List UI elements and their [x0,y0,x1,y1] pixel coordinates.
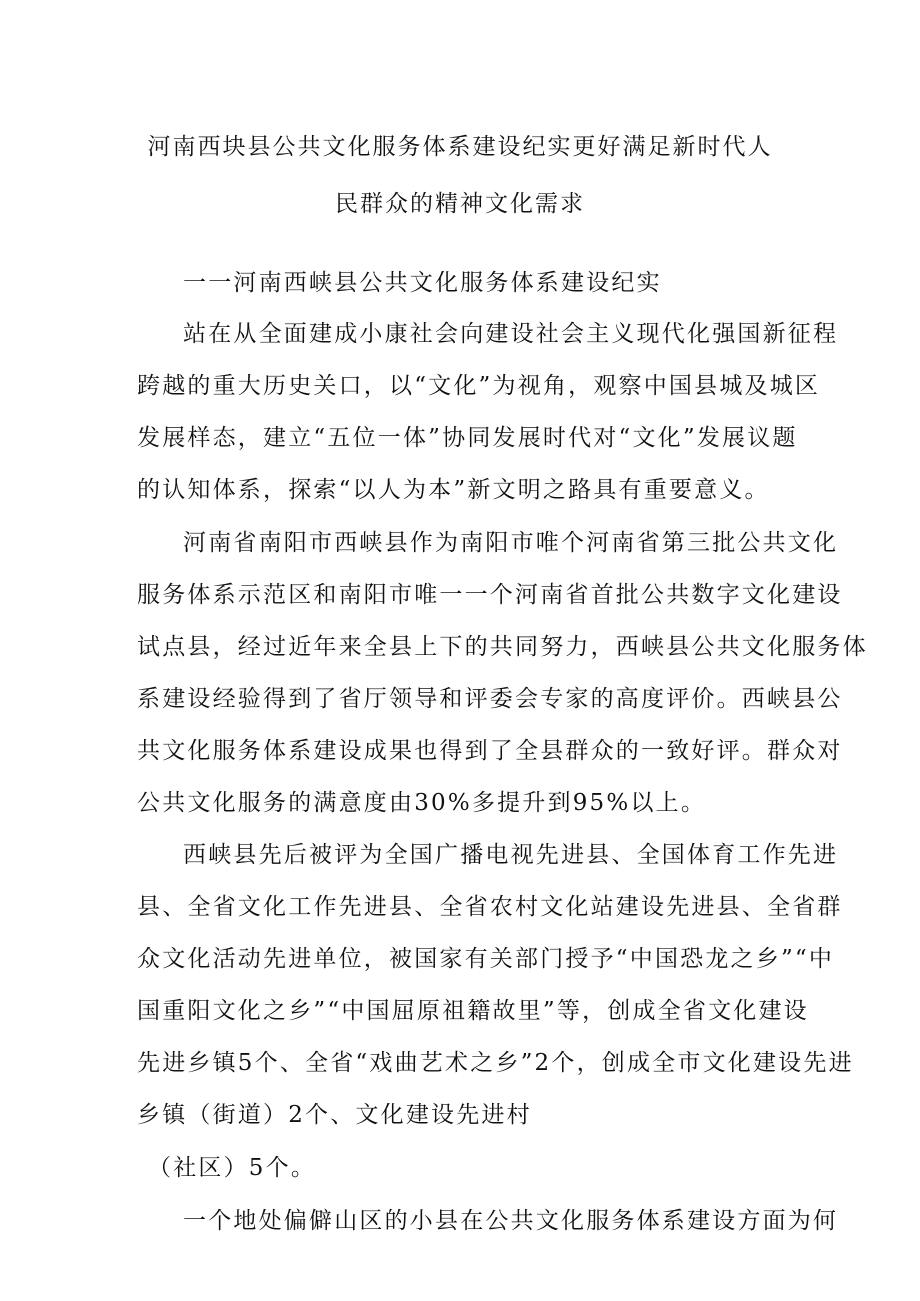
paragraph-line: 系建设经验得到了省厅领导和评委会专家的高度评价。西峡县公 [137,686,843,712]
paragraph-line: 试点县，经过近年来全县上下的共同努力，西峡县公共文化服务体 [137,634,868,660]
paragraph-line: 县、全省文化工作先进县、全省农村文化站建设先进县、全省群 [137,894,843,920]
paragraph-line: 河南省南阳市西峡县作为南阳市唯个河南省第三批公共文化 [183,530,839,556]
document-title-line-1: 河南西块县公共文化服务体系建设纪实更好满足新时代人 [147,134,773,160]
paragraph-line: （社区）5个。 [148,1155,317,1181]
paragraph-line: 共文化服务体系建设成果也得到了全县群众的一致好评。群众对 [137,738,843,764]
document-title-line-2: 民群众的精神文化需求 [335,191,585,217]
paragraph-line: 国重阳文化之乡”“中国屈原祖籍故里”等，创成全省文化建设 [137,998,809,1024]
paragraph-line: 乡镇（街道）2个、文化建设先进村 [137,1102,532,1128]
paragraph-line: 服务体系示范区和南阳市唯一一个河南省首批公共数字文化建设 [137,582,843,608]
paragraph-line: 公共文化服务的满意度由30%多提升到95%以上。 [137,790,707,816]
paragraph-line: 发展样态，建立“五位一体”协同发展时代对“文化”发展议题 [137,425,798,451]
paragraph-line: 的认知体系，探索“以人为本”新文明之路具有重要意义。 [137,477,770,503]
document-subtitle: 一一河南西峡县公共文化服务体系建设纪实 [183,270,662,296]
paragraph-line: 众文化活动先进单位，被国家有关部门授予“中国恐龙之乡”“中 [137,946,835,972]
paragraph-line: 跨越的重大历史关口，以“文化”为视角，观察中国县城及城区 [137,373,821,399]
paragraph-line: 西峡县先后被评为全国广播电视先进县、全国体育工作先进 [183,842,839,868]
paragraph-line: 站在从全面建成小康社会向建设社会主义现代化强国新征程 [183,321,839,347]
paragraph-line: 先进乡镇5个、全省“戏曲艺术之乡”2个，创成全市文化建设先进 [137,1050,854,1076]
paragraph-line: 一个地处偏僻山区的小县在公共文化服务体系建设方面为何 [183,1208,839,1234]
